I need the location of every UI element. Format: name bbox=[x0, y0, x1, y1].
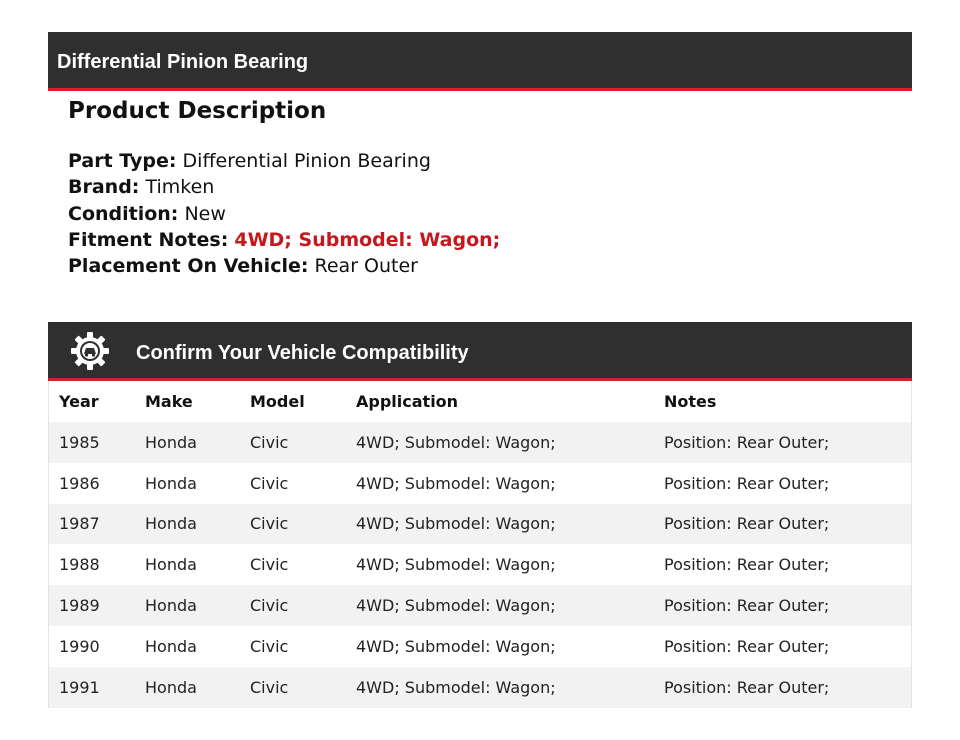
compatibility-table-container bbox=[48, 381, 912, 708]
table-row bbox=[49, 504, 911, 545]
cell-year: 1990 bbox=[59, 636, 100, 656]
spec-part-type bbox=[68, 148, 888, 174]
product-description-section bbox=[68, 96, 888, 279]
cell-application: 4WD; Submodel: Wagon; bbox=[356, 555, 556, 575]
cell-model: Civic bbox=[250, 636, 289, 656]
cell-application: 4WD; Submodel: Wagon; bbox=[356, 636, 556, 656]
cell-model: Civic bbox=[250, 432, 289, 452]
cell-make: Honda bbox=[145, 432, 197, 452]
cell-application: 4WD; Submodel: Wagon; bbox=[356, 432, 556, 452]
table-row bbox=[49, 626, 911, 667]
cell-notes: Position: Rear Outer; bbox=[664, 596, 830, 616]
spec-value: New bbox=[184, 202, 226, 225]
gear-car-icon bbox=[70, 331, 110, 371]
column-header-notes: Notes bbox=[664, 392, 717, 411]
cell-make: Honda bbox=[145, 596, 197, 616]
cell-application: 4WD; Submodel: Wagon; bbox=[356, 514, 556, 534]
spec-value: Differential Pinion Bearing bbox=[182, 150, 431, 172]
cell-model: Civic bbox=[250, 514, 289, 534]
spec-fitment-notes bbox=[68, 227, 888, 253]
table-row bbox=[49, 544, 911, 585]
cell-notes: Position: Rear Outer; bbox=[664, 677, 830, 697]
compatibility-header-bar bbox=[48, 322, 912, 381]
column-header-year: Year bbox=[59, 392, 99, 411]
spec-value: Timken bbox=[145, 176, 215, 199]
cell-make: Honda bbox=[145, 514, 197, 534]
cell-notes: Position: Rear Outer; bbox=[664, 636, 830, 656]
cell-year: 1991 bbox=[59, 677, 100, 697]
cell-notes: Position: Rear Outer; bbox=[664, 555, 830, 575]
spec-label: Part Type: bbox=[68, 150, 177, 172]
column-header-make: Make bbox=[145, 392, 193, 411]
column-header-application: Application bbox=[356, 392, 459, 411]
cell-make: Honda bbox=[145, 677, 197, 697]
spec-brand bbox=[68, 174, 888, 200]
cell-application: 4WD; Submodel: Wagon; bbox=[356, 677, 556, 697]
cell-application: 4WD; Submodel: Wagon; bbox=[356, 596, 556, 616]
spec-list bbox=[68, 148, 888, 279]
spec-placement bbox=[68, 253, 888, 279]
table-row bbox=[49, 667, 911, 708]
cell-model: Civic bbox=[250, 677, 289, 697]
spec-label: Brand: bbox=[68, 176, 140, 199]
cell-notes: Position: Rear Outer; bbox=[664, 432, 830, 452]
spec-value: Rear Outer bbox=[314, 255, 418, 278]
table-header-row bbox=[49, 381, 911, 422]
cell-application: 4WD; Submodel: Wagon; bbox=[356, 473, 556, 493]
compatibility-table bbox=[49, 381, 911, 708]
column-header-model: Model bbox=[250, 392, 305, 411]
product-title: Differential Pinion Bearing bbox=[57, 51, 309, 73]
spec-condition bbox=[68, 201, 888, 227]
cell-model: Civic bbox=[250, 473, 289, 493]
cell-notes: Position: Rear Outer; bbox=[664, 473, 830, 493]
table-row bbox=[49, 585, 911, 626]
cell-make: Honda bbox=[145, 473, 197, 493]
table-row bbox=[49, 422, 911, 463]
cell-year: 1985 bbox=[59, 432, 100, 452]
spec-label: Placement On Vehicle: bbox=[68, 255, 309, 278]
spec-label: Fitment Notes: bbox=[68, 228, 229, 251]
product-title-bar bbox=[48, 32, 912, 91]
cell-model: Civic bbox=[250, 555, 289, 575]
description-heading: Product Description bbox=[68, 98, 327, 124]
cell-notes: Position: Rear Outer; bbox=[664, 514, 830, 534]
cell-year: 1987 bbox=[59, 514, 100, 534]
spec-label: Condition: bbox=[68, 202, 179, 225]
cell-make: Honda bbox=[145, 636, 197, 656]
table-row bbox=[49, 463, 911, 504]
cell-make: Honda bbox=[145, 555, 197, 575]
cell-year: 1989 bbox=[59, 596, 100, 616]
cell-year: 1986 bbox=[59, 473, 100, 493]
cell-model: Civic bbox=[250, 596, 289, 616]
compatibility-heading: Confirm Your Vehicle Compatibility bbox=[136, 342, 469, 364]
cell-year: 1988 bbox=[59, 555, 100, 575]
spec-value: 4WD; Submodel: Wagon; bbox=[234, 228, 501, 251]
